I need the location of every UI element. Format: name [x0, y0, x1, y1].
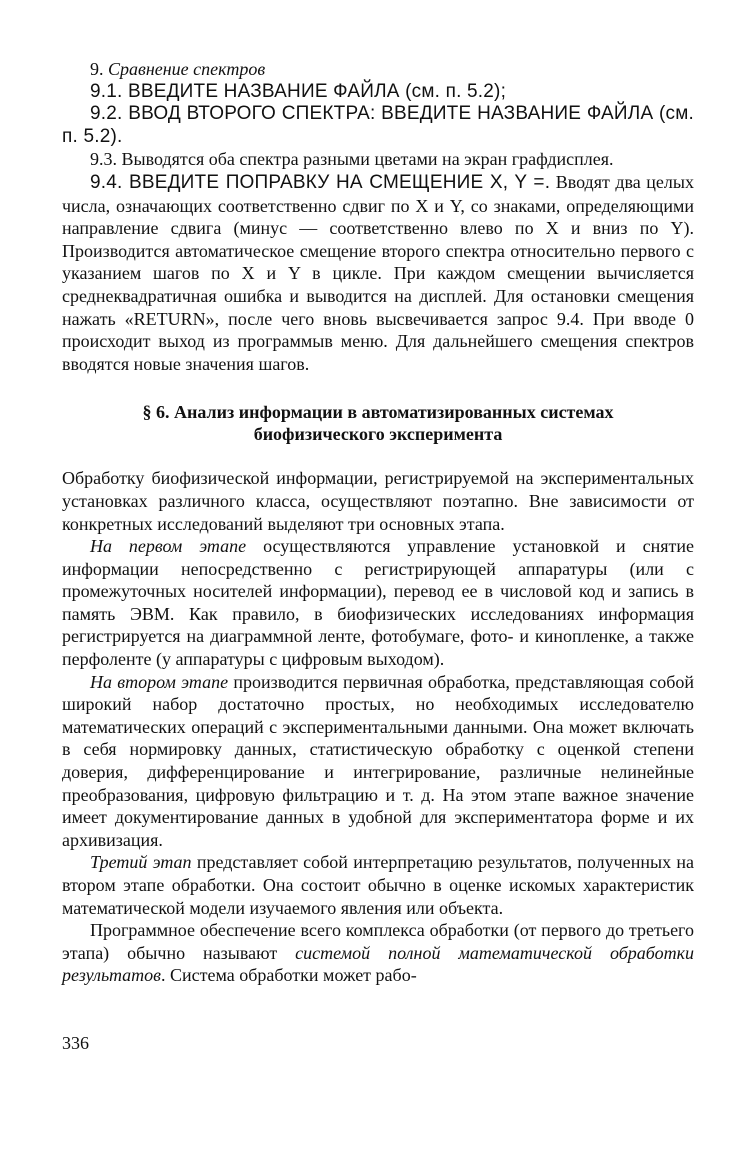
section-6-heading-line-1: § 6. Анализ информации в автоматизированных системах — [142, 402, 614, 423]
software-text-2: . Система обработки может рабо- — [161, 965, 417, 986]
page-number: 336 — [62, 1033, 89, 1053]
stage-2-label: На втором этапе — [90, 671, 229, 692]
item-9-2: 9.2. ВВОД ВТОРОГО СПЕКТРА: ВВЕДИТЕ НАЗВАНИЕ ФАЙЛА (см. п. 5.2). — [62, 103, 694, 147]
stage-3-paragraph — [62, 851, 694, 919]
stage-2-paragraph — [62, 671, 694, 852]
item-9-4 — [62, 171, 694, 375]
software-italic-term: системой полной математической обработки результатов — [62, 942, 694, 986]
item-9-4-prompt: 9.4. ВВЕДИТЕ ПОПРАВКУ НА СМЕЩЕНИЕ X, Y =. — [90, 171, 551, 193]
stage-2-text: производится первичная обработка, представляющая собой широкий набор достаточно простых, но необходимых исследователю математических операций с экспериментальными данными. Она может включать в себя нормировку данных, статистическую обработку с оценкой степени доверия, дифференцирование и интегрирование, различные нелинейные преобразования, цифровую фильтрацию и т. д. На этом этапе важное значение имеет документирование данных в удобной для экспериментатора форме и их архивизация. — [62, 671, 694, 850]
stage-1-label: На первом этапе — [90, 536, 247, 557]
section-6-intro: Обработку биофизической информации, регистрируемой на экспериментальных установках различного класса, осуществляют поэтапно. Вне зависимости от конкретных исследований выделяют три основных этапа. — [62, 468, 694, 534]
stage-1-paragraph — [62, 535, 694, 671]
section-9-title-text: Сравнение спектров — [108, 59, 266, 79]
item-9-3: 9.3. Выводятся оба спектра разными цветами на экран графдисплея. — [90, 149, 614, 170]
stage-3-text: представляет собой интерпретацию результатов, полученных на втором этапе обработки. Она состоит обычно в оценке искомых характеристик математической модели изучаемого явления или объекта. — [62, 852, 695, 918]
section-9-number: 9. — [90, 59, 104, 79]
software-text-1: Программное обеспечение всего комплекса обработки (от первого до третьего этапа) обычно называют — [62, 920, 694, 963]
item-9-1: 9.1. ВВЕДИТЕ НАЗВАНИЕ ФАЙЛА (см. п. 5.2); — [90, 80, 507, 102]
stage-1-text: осуществляются управление установкой и снятие информации непосредственно с регистрирующей аппаратуры (или с промежуточных носителей информации), перевод ее в числовой код и запись в память ЭВМ. Как правило, в биофизических исследованиях информация регистрируется на диаграммной ленте, фотобумаге, фото- и кинопленке, а также перфоленте (у аппаратуры с цифровым выходом). — [62, 536, 695, 670]
item-9-4-body: Вводят два целых числа, означающих соответственно сдвиг по X и Y, со знаками, определяющими направление сдвига (минус — соответственно влево по X и вниз по Y). Производится автоматическое смещение второго спектра относительно первого с указанием шагов по X и Y в цикле. При каждом смещении вычисляется среднеквадратичная ошибка и выводится на дисплей. Для остановки смещения нажать «RETURN», после чего вновь высвечивается запрос 9.4. При вводе 0 происходит выход из программыв меню. Для дальнейшего смещения спектров вводятся новые значения шагов. — [62, 171, 694, 374]
section-9-title — [62, 58, 694, 81]
page-content — [62, 58, 694, 987]
stage-3-label: Третий этап — [90, 852, 192, 873]
section-6-heading-line-2: биофизического эксперимента — [253, 424, 503, 445]
section-6-heading — [62, 401, 694, 445]
software-paragraph — [62, 919, 694, 987]
